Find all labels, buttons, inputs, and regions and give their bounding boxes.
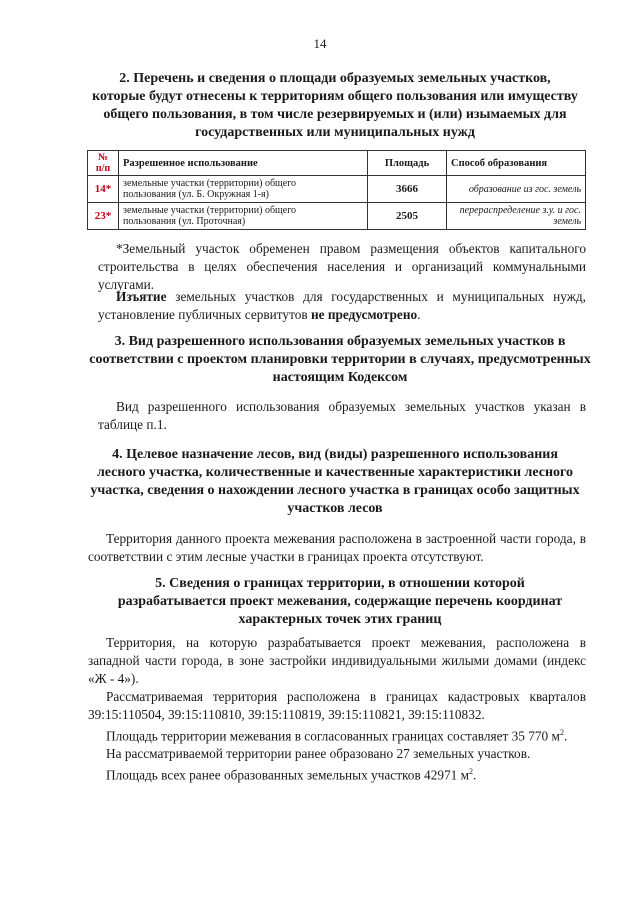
section4-heading-line: лесного участка, количественные и качественные характеристики лесного (96, 465, 574, 480)
area-end: . (563, 728, 568, 744)
section2-heading-line: 2. Перечень и сведения о площади образуемых земельных участков, (119, 71, 551, 86)
row-use (119, 203, 368, 230)
section5-heading-line: характерных точек этих границ (238, 612, 442, 627)
seizure-bold-end: не предусмотрено (310, 307, 418, 322)
section3-text (98, 398, 586, 434)
row-area: 2505 (368, 203, 447, 230)
table-row (88, 176, 586, 203)
row-use-line2: пользования (ул. Б. Окружная 1-я) (123, 189, 269, 200)
total-area-sup: 2 (469, 767, 474, 777)
section4-heading-line: участка, сведения о нахождении лесного участка в границах особо защитных (90, 483, 580, 498)
section5-text (88, 634, 586, 785)
header-num-line1: № (97, 152, 109, 163)
header-num (88, 151, 119, 176)
header-method: Способ образования (447, 151, 586, 176)
row-use-line2: пользования (ул. Проточная) (123, 216, 246, 227)
seizure-bold: Изъятие (116, 289, 167, 304)
section2-heading-line: государственных или муниципальных нужд (195, 125, 475, 140)
section5-heading-line: разрабатывается проект межевания, содержащие перечень координат (117, 594, 563, 609)
header-use: Разрешенное использование (119, 151, 368, 176)
section2-heading-line: общего пользования, в том числе резервируемых и (или) изымаемых для (103, 107, 567, 122)
row-method-line1: перераспределение з.у. и гос. (459, 205, 581, 216)
section3-heading-line: соответствии с проектом планировки территории в случаях, предусмотренных (89, 352, 591, 367)
section5-paragraph-1: Территория, на которую разрабатывается проект межевания, расположена в западной части города, в зоне застройки индивидуальными жилыми домами (индекс «Ж - 4»). (88, 635, 586, 686)
land-plots-table (87, 150, 586, 230)
area-text: Площадь территории межевания в согласованных границах составляет 35 770 м (106, 728, 560, 744)
section5-paragraph-4: На рассматриваемой территории ранее образовано 27 земельных участков. (106, 746, 531, 762)
section4-paragraph: Территория данного проекта межевания расположена в застроенной части города, в соответствии с этим лесные участки в границах проекта отсутствуют. (88, 531, 586, 564)
table-header-row (88, 151, 586, 176)
row-use-line1: земельные участки (территории) общего (123, 205, 297, 216)
section3-heading-line: 3. Вид разрешенного использования образуемых земельных участков в (114, 334, 566, 349)
section4-heading (80, 446, 590, 518)
section5-heading-line: 5. Сведения о границах территории, в отношении которой (155, 576, 525, 591)
footnote-text: *Земельный участок обременен правом размещения объектов капитального строительства в целях обеспечения населения и организаций коммунальными услугами. (98, 241, 586, 292)
section5-paragraph-2: Рассматриваемая территория расположена в границах кадастровых кварталов 39:15:110504, 39:15:110810, 39:15:110819, 39:15:110821, 39:15:110832. (88, 689, 586, 722)
row-num: 23* (88, 203, 119, 230)
row-method-line1: образование из гос. земель (468, 183, 581, 195)
table-row (88, 203, 586, 230)
row-method-line2: земель (553, 216, 581, 227)
section4-text (88, 530, 586, 566)
section2-heading-line: которые будут отнесены к территориям общего пользования или имуществу (92, 89, 578, 104)
total-area-text: Площадь всех ранее образованных земельных участков 42971 м (106, 767, 470, 783)
row-num: 14* (88, 176, 119, 203)
area-sup: 2 (559, 728, 564, 737)
row-use-line1: земельные участки (территории) общего (123, 178, 297, 189)
section4-heading-line: участков лесов (287, 501, 383, 516)
header-num-line2: п/п (95, 163, 111, 174)
page-number: 14 (313, 36, 327, 51)
section5-heading (90, 575, 590, 629)
row-method (447, 176, 586, 203)
seizure-end: . (417, 307, 421, 322)
seizure-paragraph (98, 288, 586, 324)
footnote (98, 240, 586, 294)
row-area: 3666 (368, 176, 447, 203)
row-method (447, 203, 586, 230)
section5-paragraph-5 (88, 763, 586, 784)
section4-heading-line: 4. Целевое назначение лесов, вид (виды) разрешенного использования (112, 447, 558, 462)
header-area: Площадь (368, 151, 447, 176)
section3-heading-line: настоящим Кодексом (272, 370, 408, 385)
section5-paragraph-3 (88, 724, 586, 745)
section3-paragraph: Вид разрешенного использования образуемых земельных участков указан в таблице п.1. (98, 399, 586, 432)
section3-heading (80, 333, 600, 387)
total-area-end: . (473, 767, 477, 783)
seizure-text: земельных участков для государственных и муниципальных нужд, установление публичных сервитутов (98, 289, 586, 322)
row-use (119, 176, 368, 203)
section2-heading (70, 70, 600, 142)
